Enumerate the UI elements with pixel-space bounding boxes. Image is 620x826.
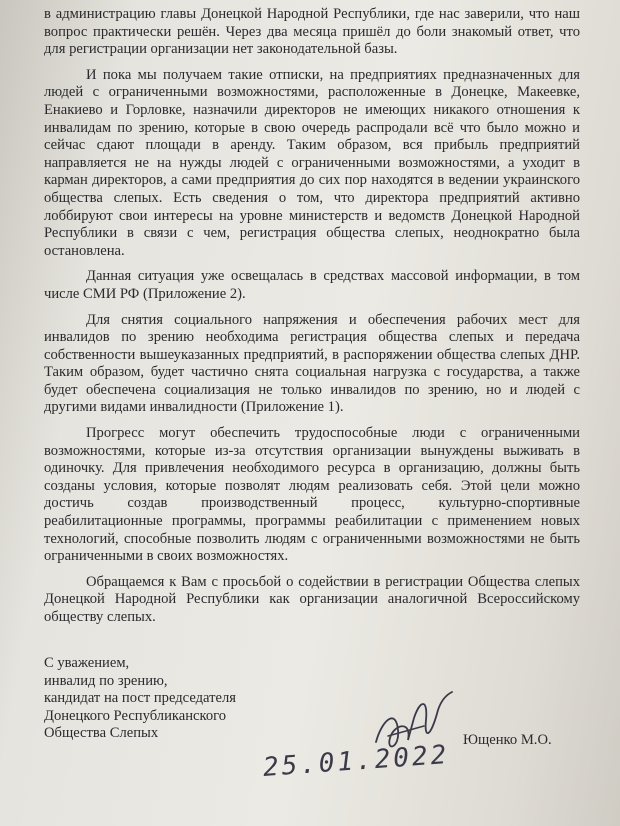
paragraph-6: Обращаемся к Вам с просьбой о содействии в регистрации Общества слепых Донецкой Народной Республики как организации аналогичной Всероссийскому обществу слепых. xyxy=(44,573,580,625)
closing-line: кандидат на пост председателя xyxy=(44,690,236,707)
closing-line: С уважением, xyxy=(44,655,130,671)
paragraph-4: Для снятия социального напряжения и обеспечения рабочих мест для инвалидов по зрению необходима регистрация общества слепых и передача собственности вышеуказанных предприятий, в распоряжении общества слепых ДНР. Таким образом, будет частично снята социальная нагрузка с государства, а также будет обеспечена социализация не только инвалидов по зрению, но и людей с другими видами инвалидности (Приложение 1). xyxy=(44,311,580,416)
paragraph-1: в администрацию главы Донецкой Народной Республики, где нас заверили, что наш вопрос практически решён. Через два месяца пришёл до боли знакомый ответ, что для регистрации организации нет законодательной базы. xyxy=(44,6,580,58)
handwritten-date: 25.01.2022 xyxy=(262,739,451,783)
paragraph-5: Прогресс могут обеспечить трудоспособные люди с ограниченными возможностями, которые из-за отсутствия организации вынуждены выживать в одиночку. Для привлечения необходимого ресурса в организацию, должны быть созданы условия, которые позволят людям реализовать себя. Этой цели можно достичь создав производственный процесс, культурно-спортивные реабилитационные программы, программы реабилитации с применением новых технологий, способные позволить людям с ограниченными возможностями не быть ограниченными в своих возможностях. xyxy=(44,425,580,565)
letter-body xyxy=(44,6,580,627)
paragraph-2: И пока мы получаем такие отписки, на предприятиях предназначенных для людей с ограниченными возможностями, расположенные в Донецке, Макеевке, Енакиево и Горловке, назначили директоров не имеющих никакого отношения к инвалидам по зрению, которые в свою очередь распродали всё что было можно и сейчас сдают площади в аренду. Таким образом, вся прибыль предприятий направляется не на нужды людей с ограниченными возможностями, а уходит в карман директоров, а сами предприятия до сих пор находятся в ведении украинского общества слепых. Есть сведения о том, что директора предприятий активно лоббируют свои интересы на уровне министерств и ведомств Донецкой Народной Республики в связи с чем, регистрация общества слепых, неоднократно была остановлена. xyxy=(44,66,580,259)
closing-line: инвалид по зрению, xyxy=(44,672,168,689)
closing-block xyxy=(44,655,236,743)
signer-name: Ющенко М.О. xyxy=(463,732,552,748)
paragraph-3: Данная ситуация уже освещалась в средствах массовой информации, в том числе СМИ РФ (Приложение 2). xyxy=(44,268,580,302)
closing-line: Донецкого Республиканского xyxy=(44,707,227,724)
closing-line: Общества Слепых xyxy=(44,725,159,742)
